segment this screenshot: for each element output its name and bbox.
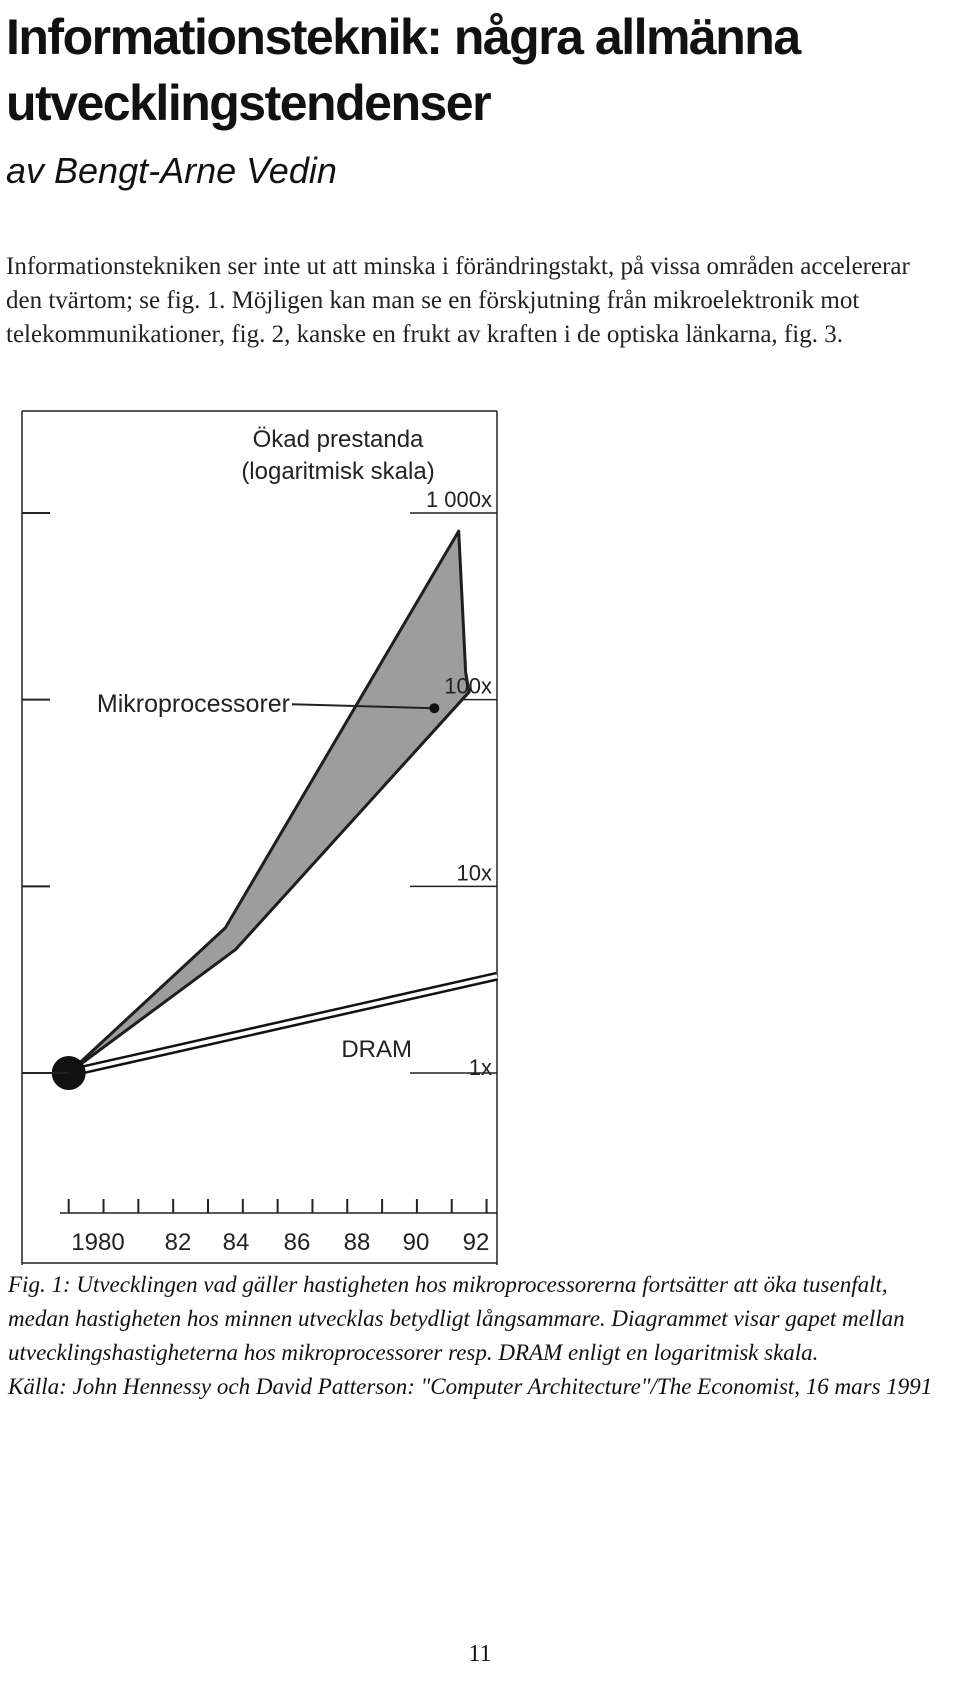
y-axis-title-line-1: Ökad prestanda bbox=[252, 426, 424, 453]
y-tick-label: 1x bbox=[468, 1055, 492, 1080]
series-label-dot bbox=[429, 703, 439, 713]
intro-paragraph: Informationstekniken ser inte ut att minska i förändringstakt, på vissa områden accelererar den tvärtom; se fig. 1. Möjligen kan man se en förskjutning från mikroelektronik mot telekommunikationer, fig. 2, kanske en frukt av kraften i de optiska länkarna, fig. 3. bbox=[6, 253, 910, 348]
figure-1-chart bbox=[0, 405, 520, 1265]
x-tick-label: 1980 bbox=[71, 1229, 125, 1256]
chart-frame bbox=[22, 411, 497, 1265]
page-number: 11 bbox=[468, 1641, 492, 1667]
y-axis-title-line-2: (logaritmisk skala) bbox=[241, 458, 435, 485]
figure-caption bbox=[8, 1268, 953, 1404]
x-tick-label: 84 bbox=[222, 1229, 250, 1256]
x-tick-label: 92 bbox=[462, 1229, 490, 1256]
x-tick-label: 88 bbox=[343, 1229, 371, 1256]
x-tick-label: 86 bbox=[283, 1229, 311, 1256]
y-tick-label: 1 000x bbox=[425, 487, 492, 512]
series-layer bbox=[22, 531, 497, 1090]
x-tick-label: 82 bbox=[164, 1229, 192, 1256]
article-author: av Bengt-Arne Vedin bbox=[6, 150, 337, 191]
series-label-dram: DRAM bbox=[341, 1036, 412, 1063]
caption-source: Källa: John Hennessy och David Patterson: "Computer Architecture"/The Economist, 16 mars 1991 bbox=[8, 1374, 933, 1399]
x-axis-ticks bbox=[69, 1199, 490, 1256]
article-title: Informationsteknik: några allmänna utvecklingstendenser bbox=[6, 9, 800, 131]
y-tick-label: 100x bbox=[444, 673, 492, 699]
x-tick-label: 90 bbox=[402, 1229, 430, 1256]
caption-text: Fig. 1: Utvecklingen vad gäller hastigheten hos mikroprocessorerna fortsätter att öka tusenfalt, medan hastigheten hos minnen utvecklas betydligt långsammare. Diagrammet visar gapet mellan utvecklingshastigheterna hos mikroprocessorer resp. DRAM enligt en logaritmisk skala. bbox=[8, 1272, 905, 1365]
y-tick-label: 10x bbox=[456, 860, 492, 886]
series-label-mikroprocessorer: Mikroprocessorer bbox=[96, 690, 290, 719]
